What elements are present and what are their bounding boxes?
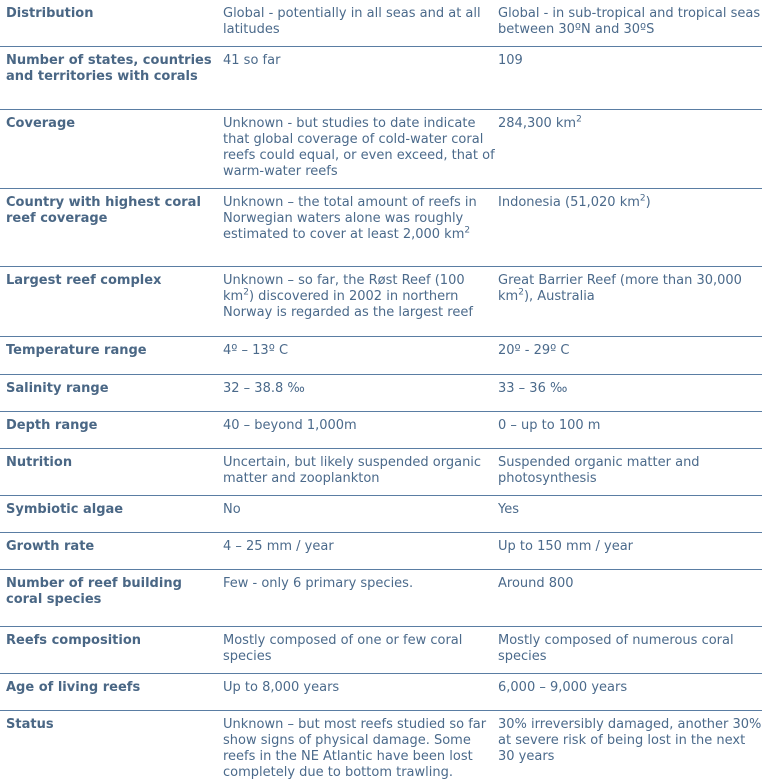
row-label-number-of-states: Number of states, countries and territories with corals [0, 47, 222, 110]
row-label-largest-reef-complex: Largest reef complex [0, 267, 222, 337]
cold-water-highest-coverage-country [222, 189, 497, 267]
cold-highest-coverage-superscript: 2 [464, 225, 471, 236]
warm-water-temperature-range: 20º - 29º C [497, 337, 762, 375]
row-label-distribution: Distribution [0, 0, 222, 47]
cold-water-growth-rate: 4 – 25 mm / year [222, 533, 497, 570]
cold-water-number-of-states: 41 so far [222, 47, 497, 110]
row-label-coverage: Coverage [0, 110, 222, 189]
warm-water-growth-rate: Up to 150 mm / year [497, 533, 762, 570]
warm-water-reef-building-species: Around 800 [497, 570, 762, 627]
row-label-nutrition: Nutrition [0, 449, 222, 496]
row-label-age-of-living-reefs: Age of living reefs [0, 674, 222, 711]
cold-largest-reef-superscript: 2 [243, 287, 249, 298]
cold-water-symbiotic-algae: No [222, 496, 497, 533]
cold-largest-reef-text: Unknown – so far, the Røst Reef (100 km [223, 273, 465, 304]
warm-water-status: 30% irreversibly damaged, another 30% at severe risk of being lost in the next 30 years [498, 717, 762, 764]
warm-largest-reef-text-end: ), Australia [523, 289, 595, 304]
cold-water-coverage: Unknown - but studies to date indicate that global coverage of cold-water coral reefs could equal, or even exceed, that of warm-water reefs [222, 110, 497, 189]
cold-water-reef-building-species: Few - only 6 primary species. [222, 570, 497, 627]
row-label-reef-building-species: Number of reef building coral species [0, 570, 222, 627]
cold-water-depth-range: 40 – beyond 1,000m [222, 412, 497, 449]
cold-water-nutrition: Uncertain, but likely suspended organic matter and zooplankton [222, 449, 497, 496]
warm-highest-coverage-close: ) [645, 195, 651, 210]
row-label-symbiotic-algae: Symbiotic algae [0, 496, 222, 533]
warm-largest-reef-text: Great Barrier Reef (more than 30,000 km [498, 273, 742, 304]
row-label-reefs-composition: Reefs composition [0, 627, 222, 674]
cold-water-distribution: Global - potentially in all seas and at all latitudes [222, 0, 497, 47]
warm-water-age-of-living-reefs: 6,000 – 9,000 years [497, 674, 762, 711]
warm-coverage-superscript: 2 [576, 114, 582, 125]
warm-water-reefs-composition: Mostly composed of numerous coral species [497, 627, 762, 674]
warm-water-largest-reef-complex [497, 267, 762, 337]
row-label-highest-coverage-country: Country with highest coral reef coverage [0, 189, 222, 267]
cold-largest-reef-text-end: ) discovered in 2002 in northern Norway is regarded as the largest reef [223, 289, 473, 320]
warm-water-number-of-states: 109 [497, 47, 762, 110]
cold-water-largest-reef-complex [222, 267, 497, 337]
warm-water-highest-coverage-country [497, 189, 762, 267]
row-label-depth-range: Depth range [0, 412, 222, 449]
warm-largest-reef-superscript: 2 [518, 287, 524, 298]
row-label-salinity-range: Salinity range [0, 375, 222, 412]
cold-water-status: Unknown – but most reefs studied so far show signs of physical damage. Some reefs in the NE Atlantic have been lost completely due to bottom trawling. [223, 717, 487, 780]
cold-highest-coverage-text: Unknown – the total amount of reefs in Norwegian waters alone was roughly estimated to cover at least 2,000 km [223, 195, 477, 242]
warm-water-salinity-range: 33 – 36 ‰ [497, 375, 762, 412]
warm-water-distribution: Global - in sub-tropical and tropical seas between 30ºN and 30ºS [497, 0, 762, 47]
cold-water-age-of-living-reefs: Up to 8,000 years [222, 674, 497, 711]
warm-highest-coverage-text: Indonesia (51,020 km [498, 195, 640, 210]
row-label-status: Status [6, 717, 54, 732]
warm-water-nutrition: Suspended organic matter and photosynthesis [497, 449, 762, 496]
warm-water-depth-range: 0 – up to 100 m [497, 412, 762, 449]
cold-water-temperature-range: 4º – 13º C [222, 337, 497, 375]
cold-water-reefs-composition: Mostly composed of one or few coral species [222, 627, 497, 674]
warm-water-coverage [497, 110, 762, 189]
cold-water-salinity-range: 32 – 38.8 ‰ [222, 375, 497, 412]
warm-coverage-value: 284,300 km [498, 116, 577, 131]
row-label-growth-rate: Growth rate [0, 533, 222, 570]
row-label-temperature-range: Temperature range [0, 337, 222, 375]
warm-water-symbiotic-algae: Yes [497, 496, 762, 533]
warm-highest-coverage-superscript: 2 [639, 193, 646, 204]
